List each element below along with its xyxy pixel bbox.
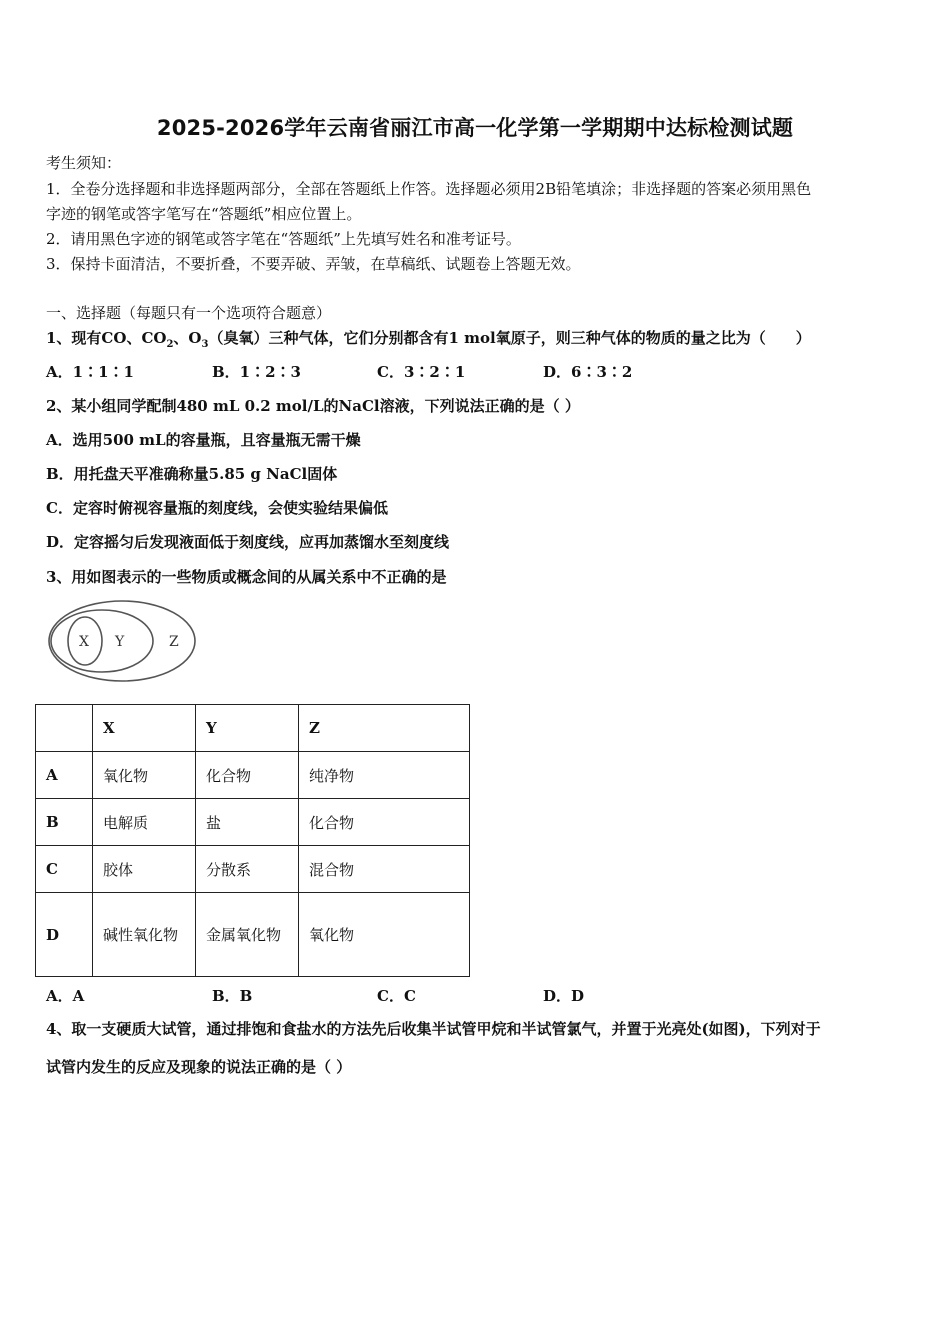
table-cell: 电解质 (93, 799, 196, 846)
section-heading: 一、选择题（每题只有一个选项符合题意） (46, 304, 332, 322)
table-cell: 纯净物 (299, 752, 470, 799)
table-cell: 化合物 (299, 799, 470, 846)
table-cell: 混合物 (299, 846, 470, 893)
table-cell: 氧化物 (299, 893, 470, 977)
table-cell: C (36, 846, 93, 893)
notice-line: 3．保持卡面清洁，不要折叠，不要弄破、弄皱，在草稿纸、试题卷上答题无效。 (46, 255, 581, 273)
q3-table (35, 704, 470, 977)
q1-option-c[interactable]: C．3∶2∶1 (377, 363, 466, 381)
notice-line: 2．请用黑色字迹的钢笔或答字笔在“答题纸”上先填写姓名和准考证号。 (46, 230, 521, 248)
q1-subscript: 3 (201, 339, 209, 350)
table-row (36, 752, 470, 799)
table-cell: 金属氧化物 (196, 893, 299, 977)
q1-stem-part: （臭氧）三种气体，它们分别都含有1 mol氧原子，则三种气体的物质的量之比为（ ） (208, 329, 811, 347)
q2-option-c[interactable]: C．定容时俯视容量瓶的刻度线，会使实验结果偏低 (46, 499, 388, 517)
table-cell: B (36, 799, 93, 846)
question-4-stem-line1: 4、取一支硬质大试管，通过排饱和食盐水的方法先后收集半试管甲烷和半试管氯气，并置于光亮处(如图)，下列对于 (46, 1020, 821, 1038)
question-1-stem (46, 327, 811, 350)
question-2-stem: 2、某小组同学配制480 mL 0.2 mol/L的NaCl溶液，下列说法正确的是（ ） (46, 397, 580, 415)
table-cell: 分散系 (196, 846, 299, 893)
table-cell: 化合物 (196, 752, 299, 799)
table-row (36, 846, 470, 893)
label-z: Z (169, 634, 179, 650)
q1-option-b[interactable]: B．1∶2∶3 (212, 363, 301, 381)
q2-option-d[interactable]: D．定容摇匀后发现液面低于刻度线，应再加蒸馏水至刻度线 (46, 533, 450, 551)
q1-subscript: 2 (166, 339, 174, 350)
venn-diagram (44, 598, 204, 688)
q1-stem-part: 1、现有CO、CO (46, 329, 167, 347)
table-cell: 碱性氧化物 (93, 893, 196, 977)
q1-option-d[interactable]: D．6∶3∶2 (543, 363, 633, 381)
question-4-stem-line2: 试管内发生的反应及现象的说法正确的是（ ） (46, 1058, 352, 1076)
table-row (36, 893, 470, 977)
notice-line: 字迹的钢笔或答字笔写在“答题纸”相应位置上。 (46, 205, 362, 223)
q2-option-b[interactable]: B．用托盘天平准确称量5.85 g NaCl固体 (46, 465, 338, 483)
q3-option-a[interactable]: A．A (46, 987, 85, 1005)
label-x: X (79, 634, 89, 650)
question-3-stem: 3、用如图表示的一些物质或概念间的从属关系中不正确的是 (46, 568, 447, 586)
q3-option-b[interactable]: B．B (212, 987, 253, 1005)
label-y: Y (115, 634, 125, 650)
table-header-y: Y (196, 705, 299, 752)
q3-option-d[interactable]: D．D (543, 987, 585, 1005)
table-cell (36, 705, 93, 752)
table-cell: 胶体 (93, 846, 196, 893)
table-header-x: X (93, 705, 196, 752)
table-row (36, 799, 470, 846)
q3-option-c[interactable]: C．C (377, 987, 416, 1005)
notice-line: 1．全卷分选择题和非选择题两部分，全部在答题纸上作答。选择题必须用2B铅笔填涂；非选择题的答案必须用黑色 (46, 180, 812, 198)
table-cell: 盐 (196, 799, 299, 846)
page-title: 2025-2026学年云南省丽江市高一化学第一学期期中达标检测试题 (156, 116, 794, 140)
table-cell: 氧化物 (93, 752, 196, 799)
q1-stem-part: 、O (173, 329, 202, 347)
q1-option-a[interactable]: A．1∶1∶1 (46, 363, 134, 381)
table-header-z: Z (299, 705, 470, 752)
q2-option-a[interactable]: A．选用500 mL的容量瓶，且容量瓶无需干燥 (46, 431, 361, 449)
table-row (36, 705, 470, 752)
table-cell: A (36, 752, 93, 799)
table-cell: D (36, 893, 93, 977)
notice-heading: 考生须知： (46, 154, 122, 172)
